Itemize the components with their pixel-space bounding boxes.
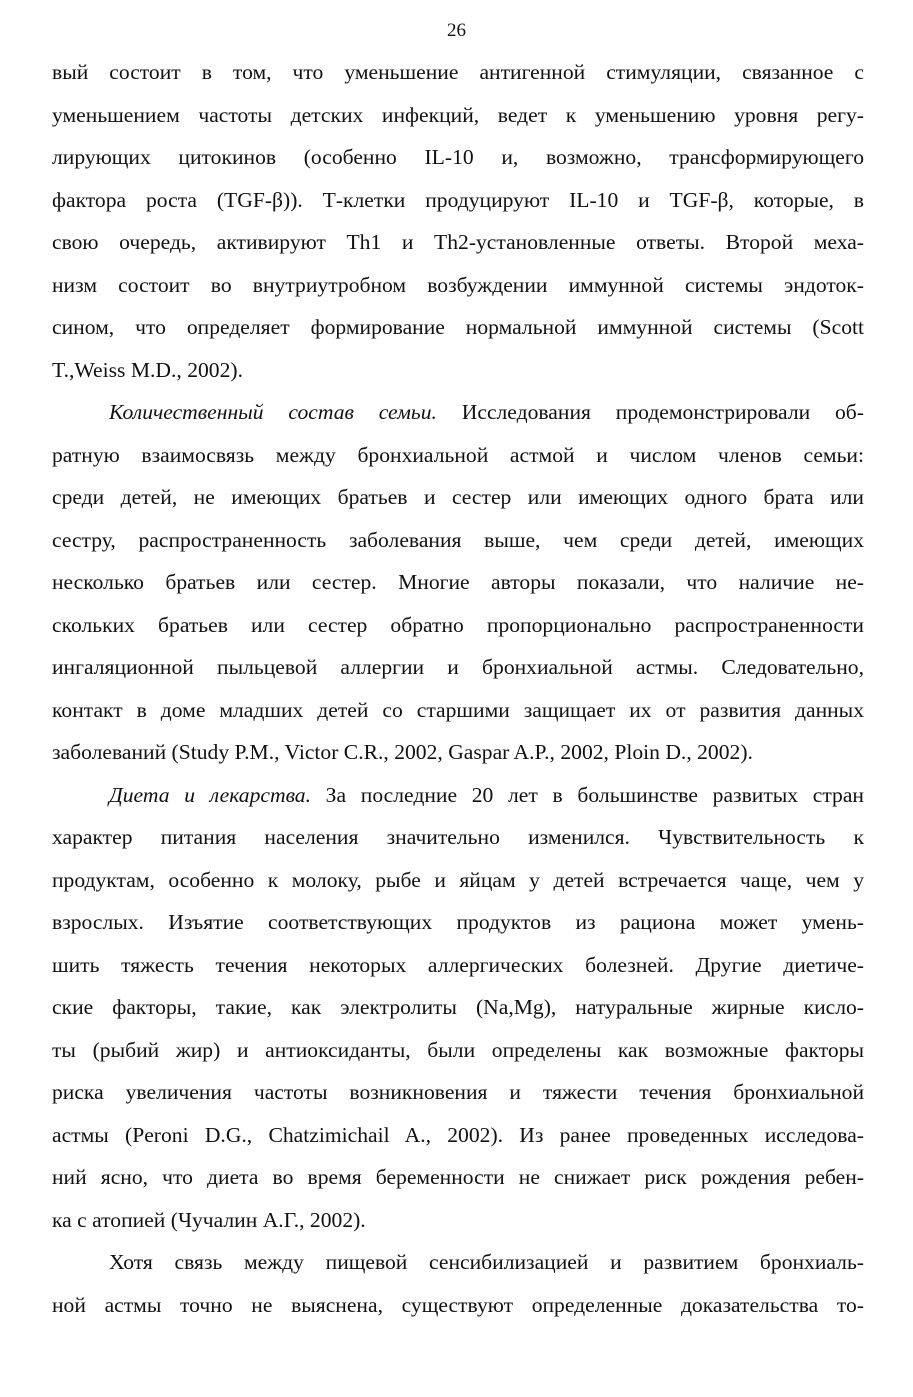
- line-text: ты (рыбий жир) и антиоксиданты, были определены как возможные факторы: [52, 1037, 864, 1062]
- text-line: [52, 986, 864, 1029]
- text-line: [52, 689, 864, 732]
- line-text: взрослых. Изъятие соответствующих продуктов из рациона может умень-: [52, 910, 864, 934]
- line-text: фактора роста (TGF-β)). Т-клетки продуцируют IL-10 и TGF-β, которые, в: [52, 187, 864, 212]
- line-text: заболеваний (Study P.M., Victor C.R., 2002, Gaspar A.P., 2002, Ploin D., 2002).: [52, 740, 753, 764]
- line-text: среди детей, не имеющих братьев и сестер или имеющих одного брата или: [52, 485, 864, 509]
- line-text: Хотя связь между пищевой сенсибилизацией и развитием бронхиаль-: [109, 1250, 864, 1274]
- text-line: [52, 476, 864, 519]
- paragraph: [52, 51, 864, 391]
- body-text: [52, 51, 864, 1326]
- text-line: [52, 391, 864, 434]
- line-text: ка с атопией (Чучалин А.Г., 2002).: [52, 1207, 366, 1232]
- text-line: [52, 349, 864, 392]
- line-text: низм состоит во внутриутробном возбуждении иммунной системы эндоток-: [52, 272, 864, 297]
- text-line: [52, 94, 864, 137]
- line-text: уменьшением частоты детских инфекций, ведет к уменьшению уровня регу-: [52, 102, 864, 127]
- text-line: [52, 51, 864, 94]
- text-line: [52, 221, 864, 264]
- text-line: [52, 1199, 864, 1242]
- paragraph: [52, 774, 864, 1242]
- line-text: продуктам, особенно к молоку, рыбе и яйцам у детей встречается чаще, чем у: [52, 867, 864, 892]
- text-line: [52, 306, 864, 349]
- text-line: [52, 1114, 864, 1157]
- text-line: [52, 1029, 864, 1072]
- line-text: сестру, распространенность заболевания выше, чем среди детей, имеющих: [52, 527, 864, 552]
- text-line: [52, 434, 864, 477]
- page-number: 26: [447, 20, 466, 41]
- line-text: ингаляционной пыльцевой аллергии и бронхиальной астмы. Следовательно,: [52, 655, 864, 679]
- line-text: скольких братьев или сестер обратно пропорционально распространенности: [52, 612, 864, 637]
- line-text: астмы (Peroni D.G., Chatzimichail A., 2002). Из ранее проведенных исследова-: [52, 1122, 864, 1147]
- line-text: контакт в доме младших детей со старшими защищает их от развития данных: [52, 697, 864, 722]
- section-run-in-title: Количественный состав семьи.: [109, 400, 437, 424]
- line-text: ские факторы, такие, как электролиты (Na,Mg), натуральные жирные кисло-: [52, 995, 864, 1019]
- text-line: [52, 731, 864, 774]
- line-text: лирующих цитокинов (особенно IL-10 и, возможно, трансформирующего: [52, 145, 864, 169]
- text-line: [52, 1241, 864, 1284]
- line-text: свою очередь, активируют Th1 и Th2-установленные ответы. Второй меха-: [52, 230, 864, 254]
- line-text: несколько братьев или сестер. Многие авторы показали, что наличие не-: [52, 570, 864, 594]
- line-text: ний ясно, что диета во время беременности не снижает риск рождения ребен-: [52, 1165, 864, 1189]
- line-text: характер питания населения значительно изменился. Чувствительность к: [52, 825, 864, 849]
- text-line: [52, 1284, 864, 1327]
- line-text: Исследования продемонстрировали об-: [436, 400, 864, 424]
- text-line: [52, 859, 864, 902]
- text-line: [52, 179, 864, 222]
- line-text: За последние 20 лет в большинстве развитых стран: [310, 782, 864, 807]
- line-text: сином, что определяет формирование нормальной иммунной системы (Scott: [52, 315, 864, 339]
- paragraph: [52, 391, 864, 774]
- text-line: [52, 264, 864, 307]
- text-line: [52, 774, 864, 817]
- text-line: [52, 944, 864, 987]
- line-text: риска увеличения частоты возникновения и тяжести течения бронхиальной: [52, 1080, 864, 1104]
- line-text: ной астмы точно не выяснена, существуют определенные доказательства то-: [52, 1292, 864, 1317]
- text-line: [52, 1156, 864, 1199]
- text-line: [52, 901, 864, 944]
- line-text: шить тяжесть течения некоторых аллергических болезней. Другие диетиче-: [52, 952, 864, 977]
- text-line: [52, 816, 864, 859]
- text-line: [52, 604, 864, 647]
- line-text: вый состоит в том, что уменьшение антигенной стимуляции, связанное с: [52, 60, 864, 84]
- section-run-in-title: Диета и лекарства.: [109, 782, 311, 807]
- text-line: [52, 561, 864, 604]
- text-line: [52, 136, 864, 179]
- line-text: T.,Weiss M.D., 2002).: [52, 357, 243, 382]
- text-line: [52, 646, 864, 689]
- text-line: [52, 519, 864, 562]
- paragraph: [52, 1241, 864, 1326]
- text-line: [52, 1071, 864, 1114]
- line-text: ратную взаимосвязь между бронхиальной астмой и числом членов семьи:: [52, 442, 864, 467]
